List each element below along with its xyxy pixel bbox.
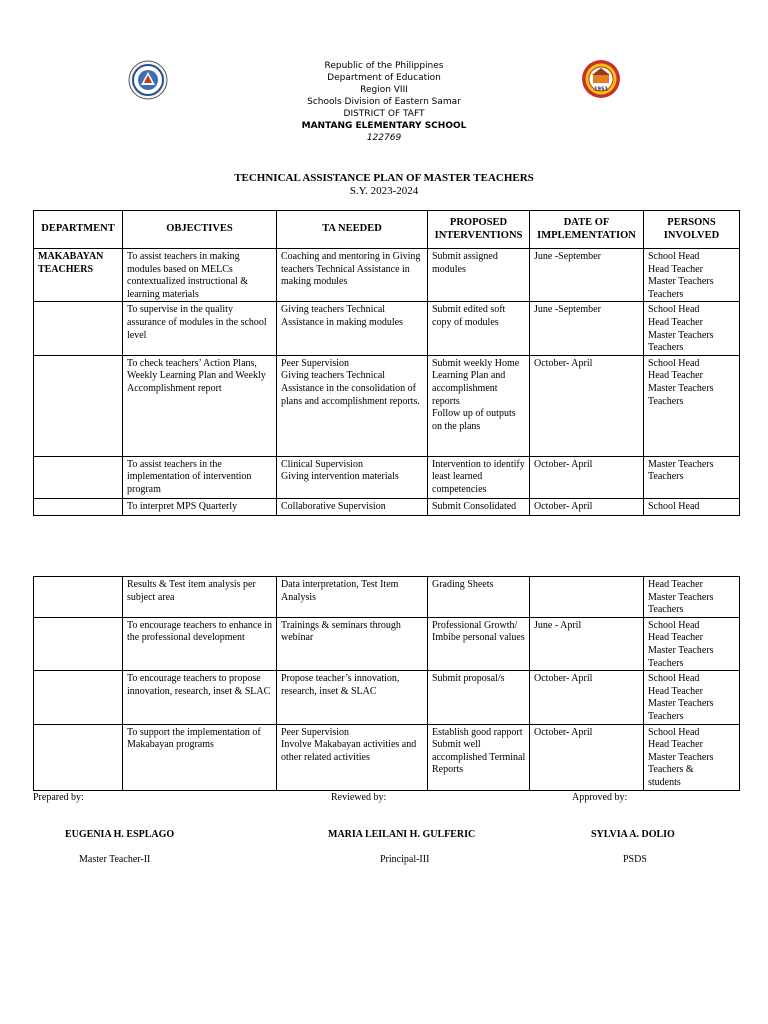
cell-objectives: To supervise in the quality assurance of modules in the school level <box>123 302 277 355</box>
cell-interventions: Professional Growth/ Imbibe personal values <box>428 617 530 670</box>
letterhead-line: Region VIII <box>360 85 408 95</box>
col-persons: PERSONS INVOLVED <box>644 211 740 249</box>
table-row <box>34 249 740 302</box>
cell-ta: Peer Supervision Giving teachers Technical Assistance in the consolidation of plans and accomplishment reports. <box>277 355 428 456</box>
plan-table-bottom <box>33 576 740 791</box>
approved-by-name: SYLVIA A. DOLIO <box>591 829 675 840</box>
cell-department <box>34 617 123 670</box>
cell-interventions: Intervention to identify least learned competencies <box>428 456 530 498</box>
cell-persons: Head Teacher Master Teachers Teachers <box>644 577 740 618</box>
cell-persons: School Head Head Teacher Master Teachers Teachers & students <box>644 724 740 790</box>
cell-department <box>34 355 123 456</box>
col-objectives: OBJECTIVES <box>123 211 277 249</box>
cell-objectives: To assist teachers in the implementation of intervention program <box>123 456 277 498</box>
prepared-by-title: Master Teacher-II <box>79 854 151 865</box>
cell-department <box>34 671 123 724</box>
cell-interventions: Submit edited soft copy of modules <box>428 302 530 355</box>
cell-persons: School Head Head Teacher Master Teachers Teachers <box>644 302 740 355</box>
prepared-by-name: EUGENIA H. ESPLAGO <box>65 829 175 840</box>
cell-ta: Giving teachers Technical Assistance in making modules <box>277 302 428 355</box>
table-row <box>34 724 740 790</box>
prepared-by-label: Prepared by: <box>33 792 84 803</box>
header-row <box>34 211 740 249</box>
cell-ta: Collaborative Supervision <box>277 498 428 515</box>
cell-date <box>530 577 644 618</box>
reviewed-by-title: Principal-III <box>380 854 430 865</box>
seal-year: 1951 <box>594 86 608 93</box>
cell-date: June -September <box>530 302 644 355</box>
col-department: DEPARTMENT <box>34 211 123 249</box>
cell-ta: Data interpretation, Test Item Analysis <box>277 577 428 618</box>
cell-objectives: To encourage teachers to enhance in the professional development <box>123 617 277 670</box>
cell-date: October- April <box>530 724 644 790</box>
cell-objectives: Results & Test item analysis per subject area <box>123 577 277 618</box>
reviewed-by-label: Reviewed by: <box>331 792 387 803</box>
cell-objectives: To check teachers’ Action Plans, Weekly Learning Plan and Weekly Accomplishment report <box>123 355 277 456</box>
cell-date: June -September <box>530 249 644 302</box>
letterhead-line: Republic of the Philippines <box>324 61 444 71</box>
plan-title: TECHNICAL ASSISTANCE PLAN OF MASTER TEACHERS <box>234 172 534 184</box>
col-ta-needed: TA NEEDED <box>277 211 428 249</box>
school-name: MANTANG ELEMENTARY SCHOOL <box>301 121 467 131</box>
table-row <box>34 355 740 456</box>
school-year: S.Y. 2023-2024 <box>349 185 419 197</box>
table-row <box>34 577 740 618</box>
cell-ta: Trainings & seminars through webinar <box>277 617 428 670</box>
cell-interventions: Establish good rapport Submit well accomplished Terminal Reports <box>428 724 530 790</box>
cell-date: October- April <box>530 355 644 456</box>
letterhead <box>0 60 768 144</box>
cell-date: October- April <box>530 671 644 724</box>
cell-ta: Peer Supervision Involve Makabayan activities and other related activities <box>277 724 428 790</box>
cell-department <box>34 302 123 355</box>
cell-ta: Coaching and mentoring in Giving teachers Technical Assistance in making modules <box>277 249 428 302</box>
cell-persons: School Head <box>644 498 740 515</box>
approved-by-label: Approved by: <box>572 792 628 803</box>
table-row <box>34 617 740 670</box>
cell-persons: Master Teachers Teachers <box>644 456 740 498</box>
cell-interventions: Submit assigned modules <box>428 249 530 302</box>
letterhead-line: Schools Division of Eastern Samar <box>307 97 461 107</box>
cell-objectives: To encourage teachers to propose innovation, research, inset & SLAC <box>123 671 277 724</box>
cell-date: October- April <box>530 456 644 498</box>
cell-interventions: Submit weekly Home Learning Plan and accomplishment reports Follow up of outputs on the plans <box>428 355 530 456</box>
cell-department <box>34 456 123 498</box>
cell-persons: School Head Head Teacher Master Teachers Teachers <box>644 671 740 724</box>
cell-department: MAKABAYAN TEACHERS <box>34 249 123 302</box>
cell-persons: School Head Head Teacher Master Teachers Teachers <box>644 355 740 456</box>
table-row <box>34 456 740 498</box>
table-row <box>34 671 740 724</box>
cell-ta: Propose teacher’s innovation, research, inset & SLAC <box>277 671 428 724</box>
table-row <box>34 302 740 355</box>
cell-date: June - April <box>530 617 644 670</box>
school-id: 122769 <box>366 133 402 143</box>
cell-interventions: Submit Consolidated <box>428 498 530 515</box>
cell-department <box>34 724 123 790</box>
cell-interventions: Submit proposal/s <box>428 671 530 724</box>
cell-persons: School Head Head Teacher Master Teachers Teachers <box>644 249 740 302</box>
cell-objectives: To assist teachers in making modules based on MELCs contextualized instructional & learning materials <box>123 249 277 302</box>
cell-department <box>34 577 123 618</box>
table-row <box>34 498 740 515</box>
col-date: DATE OF IMPLEMENTATION <box>530 211 644 249</box>
cell-interventions: Grading Sheets <box>428 577 530 618</box>
plan-table-top <box>33 210 740 516</box>
approved-by-title: PSDS <box>623 854 647 865</box>
letterhead-line: Department of Education <box>327 73 441 83</box>
cell-ta: Clinical Supervision Giving intervention materials <box>277 456 428 498</box>
col-interventions: PROPOSED INTERVENTIONS <box>428 211 530 249</box>
reviewed-by-name: MARIA LEILANI H. GULFERIC <box>328 829 476 840</box>
cell-date: October- April <box>530 498 644 515</box>
cell-objectives: To support the implementation of Makabayan programs <box>123 724 277 790</box>
document-title <box>0 172 768 198</box>
letterhead-line: DISTRICT OF TAFT <box>343 109 425 119</box>
cell-objectives: To interpret MPS Quarterly <box>123 498 277 515</box>
cell-persons: School Head Head Teacher Master Teachers Teachers <box>644 617 740 670</box>
cell-department <box>34 498 123 515</box>
